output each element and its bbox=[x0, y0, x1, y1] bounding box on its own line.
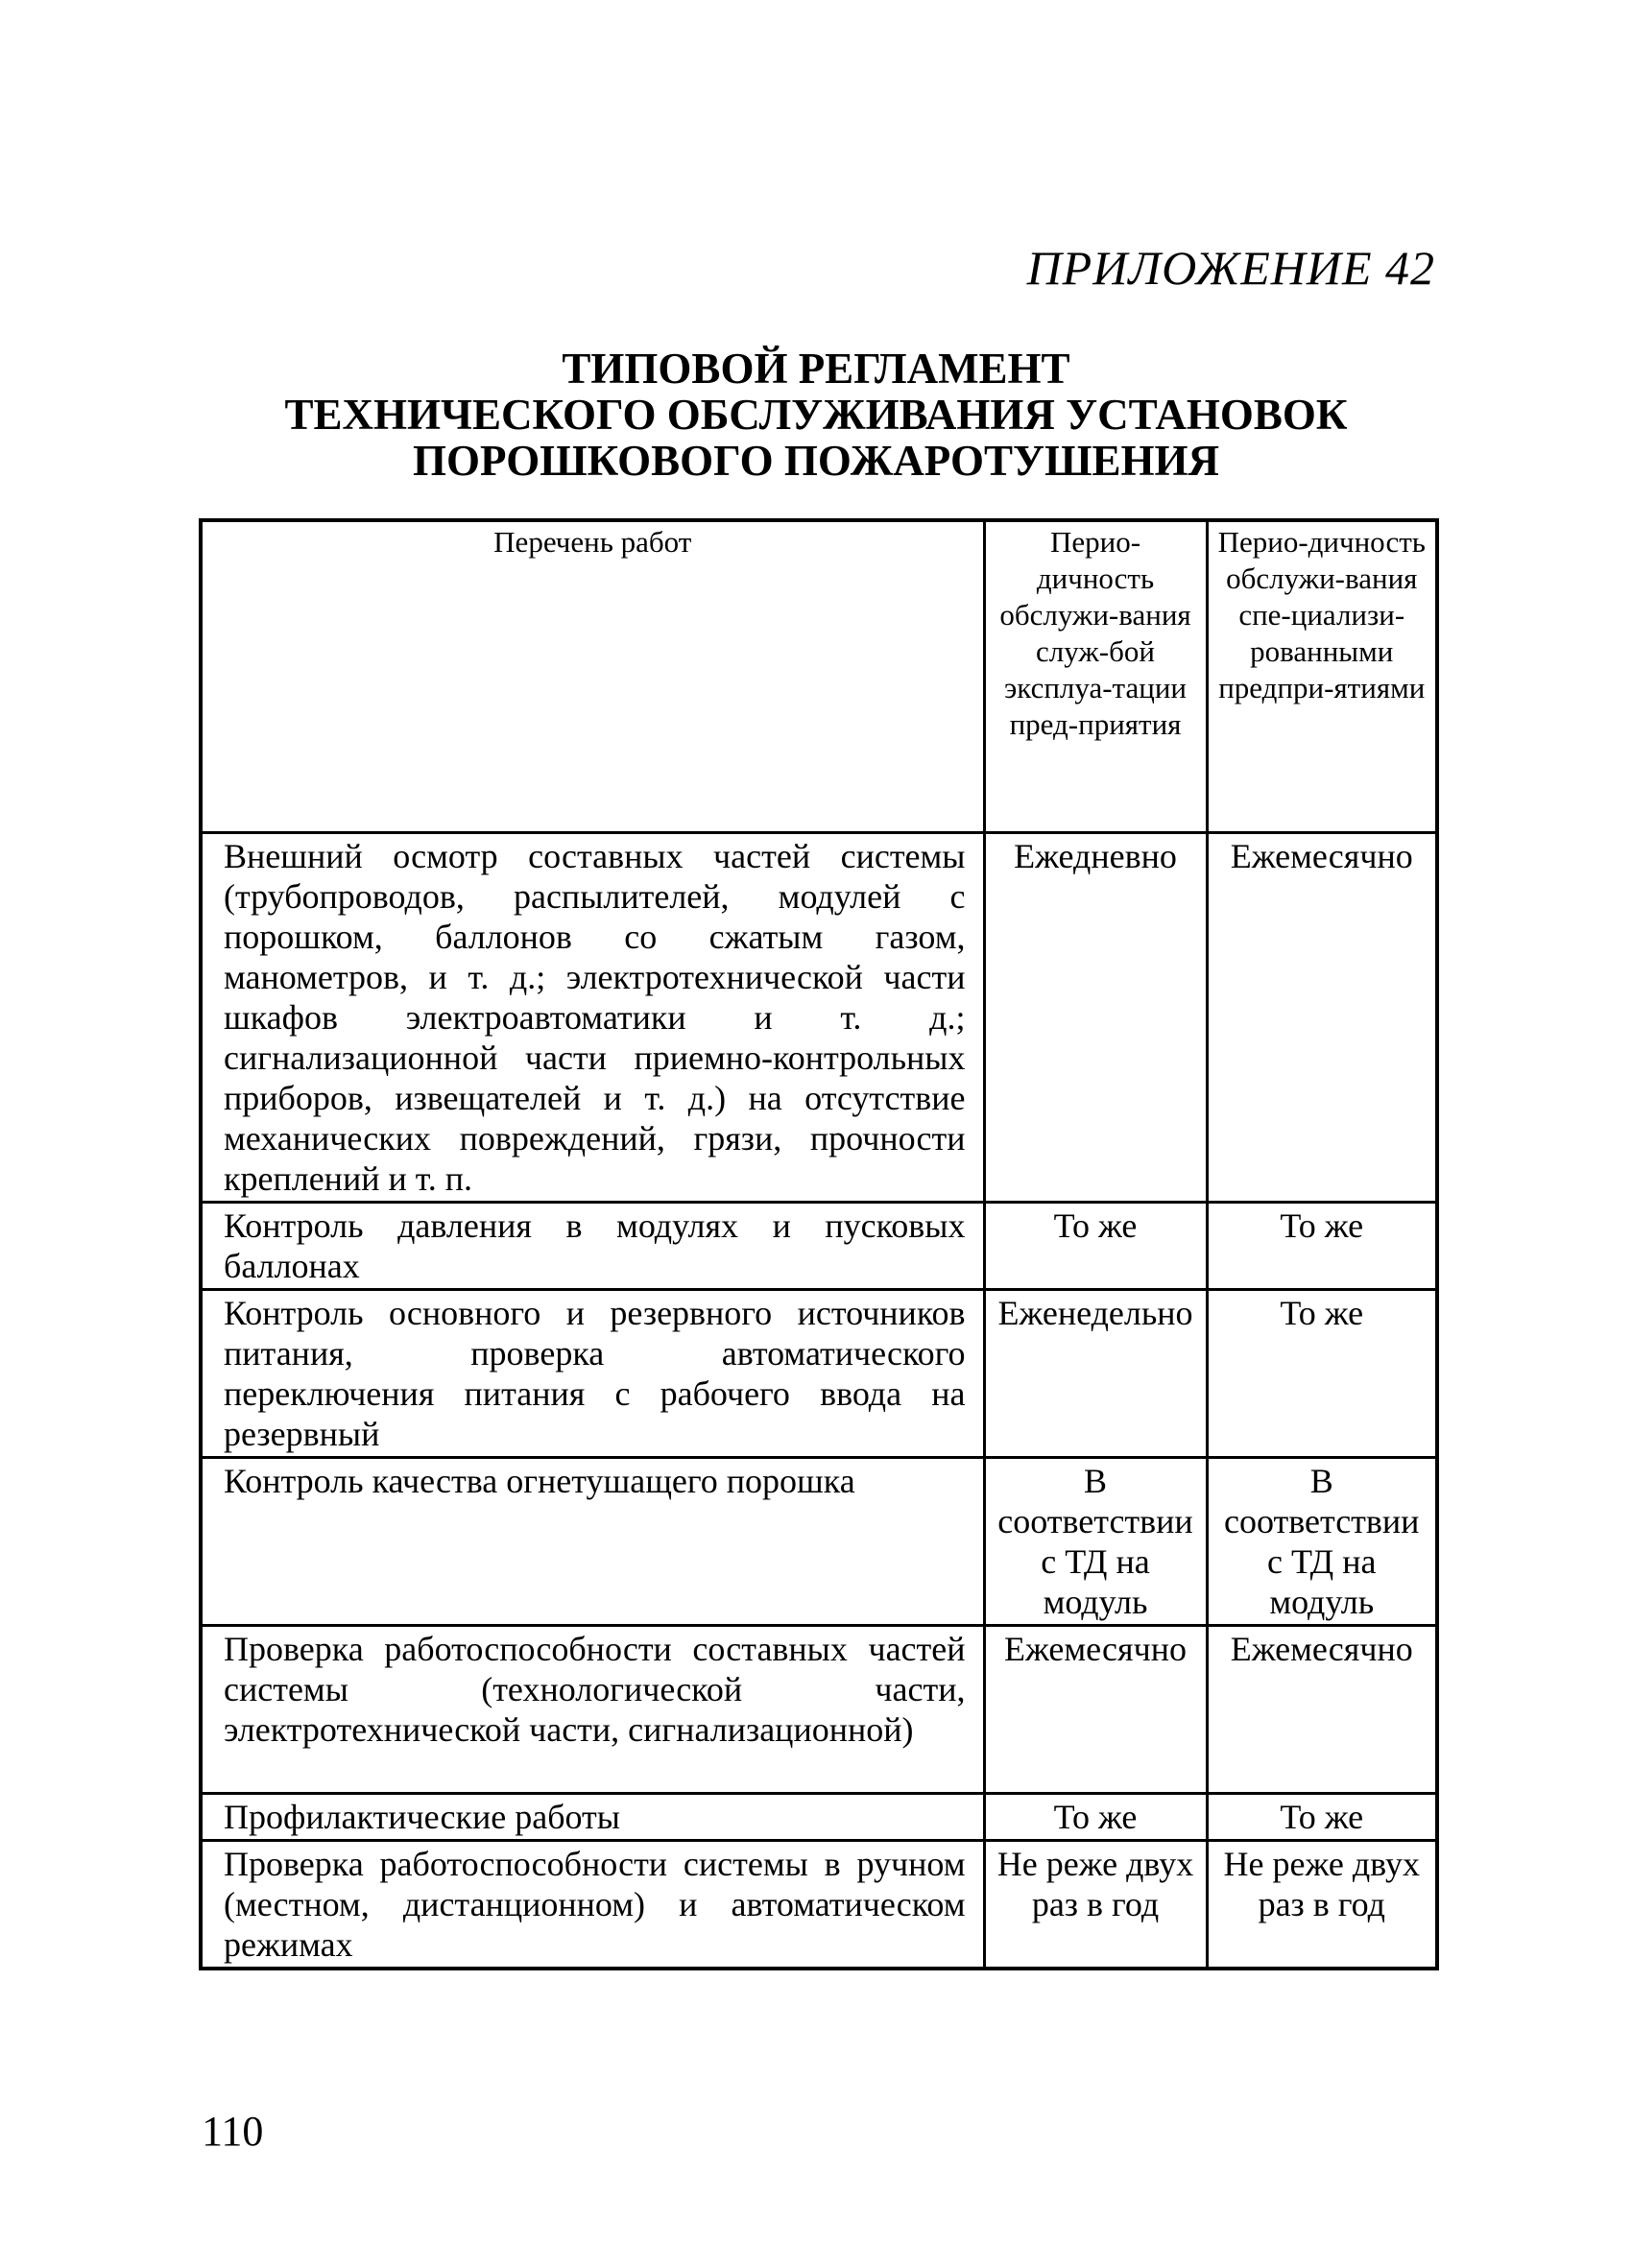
operation-cell: То же bbox=[984, 1203, 1207, 1290]
work-cell: Контроль основного и резервного источников питания, проверка автоматического переключения питания с рабочего ввода на резервный bbox=[201, 1290, 984, 1458]
title-line-3: ПОРОШКОВОГО ПОЖАРОТУШЕНИЯ bbox=[412, 437, 1219, 485]
operation-cell: Ежедневно bbox=[984, 833, 1207, 1203]
header-operation-periodicity: Перио-дичность обслужи-вания служ-бой эксплуа-тации пред-приятия bbox=[984, 520, 1207, 833]
table-row bbox=[201, 1794, 1437, 1841]
work-cell: Проверка работоспособности системы в ручном (местном, дистанционном) и автоматическом режимах bbox=[201, 1841, 984, 1970]
work-cell: Контроль давления в модулях и пусковых баллонах bbox=[201, 1203, 984, 1290]
table-row bbox=[201, 1203, 1437, 1290]
specialized-cell: То же bbox=[1207, 1794, 1437, 1841]
specialized-cell: Ежемесячно bbox=[1207, 1626, 1437, 1794]
work-cell: Внешний осмотр составных частей системы (трубопроводов, распылителей, модулей с порошком, баллонов со сжатым газом, манометров, и т. д.; электротехнической части шкафов электроавтоматики и т. д.; сигнализационной части приемно-контрольных приборов, извещателей и т. д.) на отсутствие механических повреждений, грязи, прочности креплений и т. п. bbox=[201, 833, 984, 1203]
title-line-1: ТИПОВОЙ РЕГЛАМЕНТ bbox=[562, 345, 1070, 393]
specialized-cell: Ежемесячно bbox=[1207, 833, 1437, 1203]
operation-cell: Не реже двух раз в год bbox=[984, 1841, 1207, 1970]
appendix-label: ПРИЛОЖЕНИЕ 42 bbox=[1026, 241, 1435, 295]
operation-cell: То же bbox=[984, 1794, 1207, 1841]
work-cell: Профилактические работы bbox=[201, 1794, 984, 1841]
table-row bbox=[201, 1290, 1437, 1458]
table-header-row bbox=[201, 520, 1437, 833]
work-cell: Контроль качества огнетушащего порошка bbox=[201, 1458, 984, 1626]
specialized-cell: Не реже двух раз в год bbox=[1207, 1841, 1437, 1970]
document-title bbox=[197, 346, 1435, 484]
specialized-cell: То же bbox=[1207, 1203, 1437, 1290]
table-row bbox=[201, 1458, 1437, 1626]
page-number: 110 bbox=[202, 2108, 264, 2155]
specialized-cell: В соответствии с ТД на модуль bbox=[1207, 1458, 1437, 1626]
table-row bbox=[201, 1841, 1437, 1970]
title-line-2: ТЕХНИЧЕСКОГО ОБСЛУЖИВАНИЯ УСТАНОВОК bbox=[284, 391, 1348, 439]
maintenance-table bbox=[199, 518, 1439, 1970]
table-row bbox=[201, 833, 1437, 1203]
operation-cell: Еженедельно bbox=[984, 1290, 1207, 1458]
operation-cell: В соответствии с ТД на модуль bbox=[984, 1458, 1207, 1626]
table-row bbox=[201, 1626, 1437, 1794]
header-specialized-periodicity: Перио-дичность обслужи-вания спе-циализи-рованными предпри-ятиями bbox=[1207, 520, 1437, 833]
operation-cell: Ежемесячно bbox=[984, 1626, 1207, 1794]
specialized-cell: То же bbox=[1207, 1290, 1437, 1458]
header-works: Перечень работ bbox=[201, 520, 984, 833]
work-cell: Проверка работоспособности составных частей системы (технологической части, электротехнической части, сигнализационной) bbox=[201, 1626, 984, 1794]
